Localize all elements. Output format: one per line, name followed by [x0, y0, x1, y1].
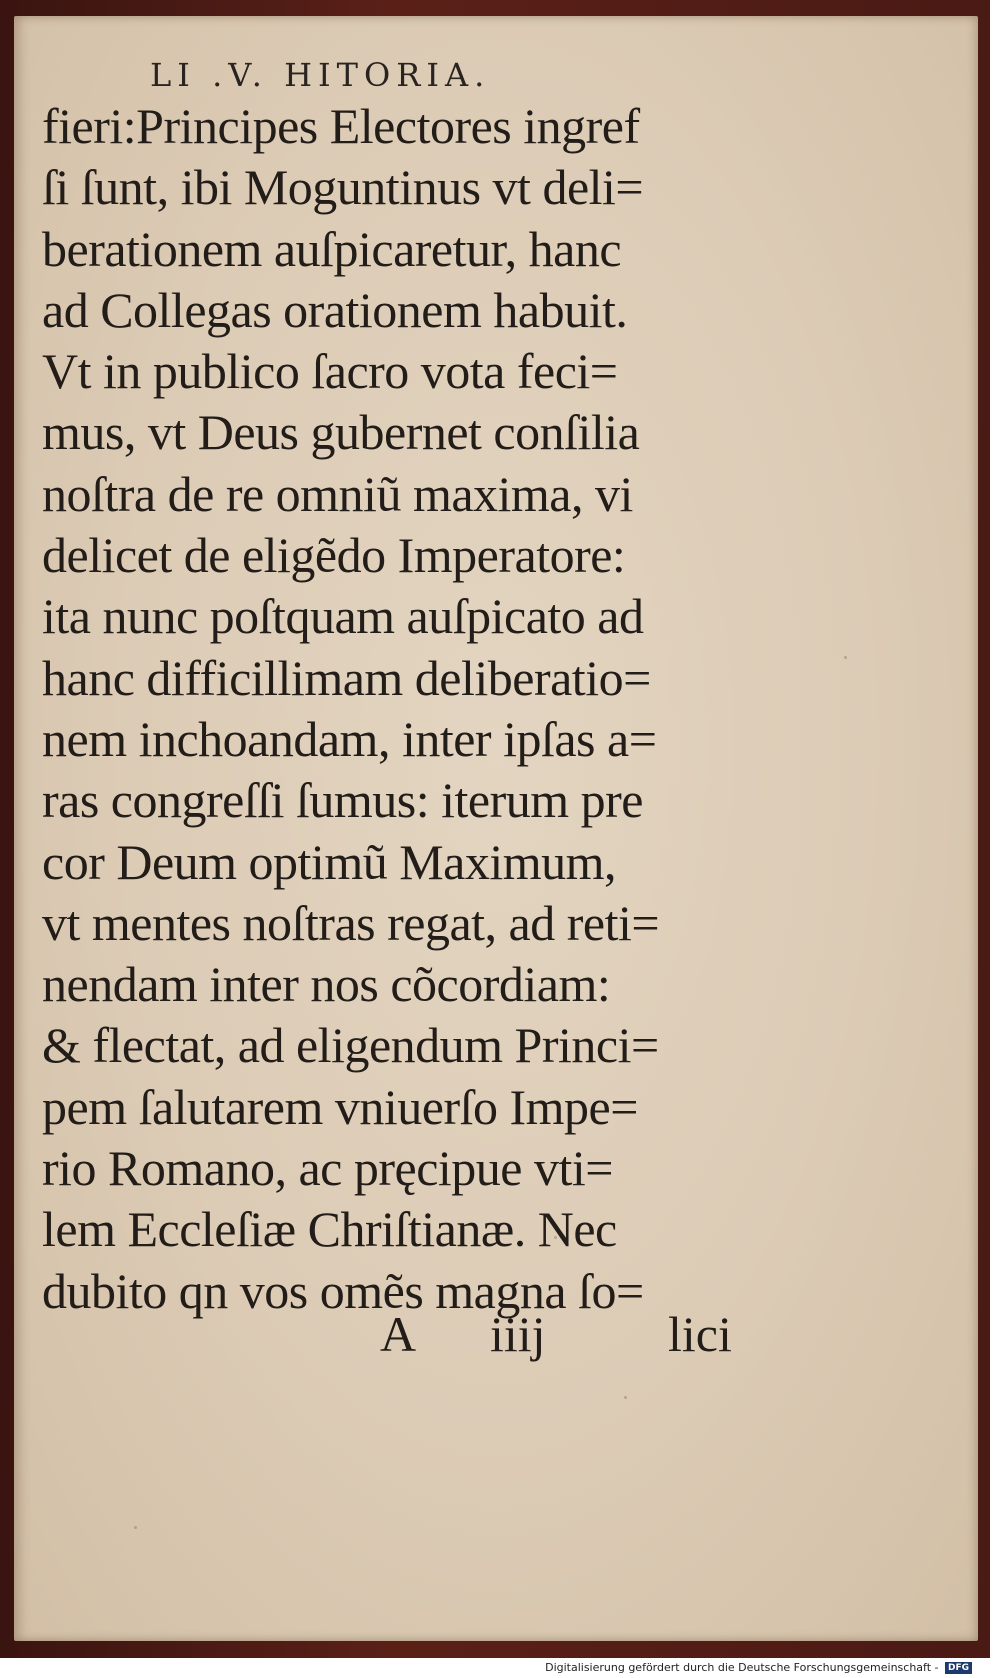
- folio-number: iiij: [490, 1306, 546, 1362]
- paper-speck: [844, 656, 847, 659]
- text-line: ras congreſſi ſumus: iterum pre: [42, 772, 644, 829]
- text-line: noſtra de re omniũ maxima, vi: [42, 465, 633, 522]
- text-line: rio Romano, ac pręcipue vti=: [42, 1140, 613, 1197]
- credit-text: Digitalisierung gefördert durch die Deutsche Forschungsgemeinschaft -: [545, 1661, 939, 1674]
- text-line: pem ſalutarem vniuerſo Impe=: [42, 1078, 638, 1135]
- running-head: LI .V. HITORIA.: [150, 56, 491, 94]
- catchword: lici: [668, 1306, 732, 1362]
- paper-speck: [134, 1526, 137, 1529]
- text-line: & flectat, ad eligendum Princi=: [42, 1017, 659, 1074]
- text-line: cor Deum optimũ Maximum,: [42, 833, 617, 890]
- text-line: nem inchoandam, inter ipſas a=: [42, 710, 657, 767]
- dfg-logo: DFG: [945, 1662, 972, 1674]
- text-line: fieri:Principes Electores ingref: [42, 98, 640, 154]
- text-line: ad Collegas orationem habuit.: [42, 281, 628, 338]
- text-line: vt mentes noſtras regat, ad reti=: [42, 894, 660, 951]
- text-line: hanc difficillimam deliberatio=: [42, 649, 651, 706]
- text-line: delicet de eligẽdo Imperatore:: [42, 527, 626, 584]
- text-line: Vt in publico ſacro vota feci=: [42, 343, 618, 400]
- body-text: [42, 96, 742, 1322]
- text-line: ſi ſunt, ibi Moguntinus vt deli=: [42, 159, 644, 216]
- paper-speck: [624, 1396, 627, 1399]
- digitization-credit: [545, 1661, 972, 1674]
- text-line: berationem auſpicaretur, hanc: [42, 220, 622, 277]
- text-line: ita nunc poſtquam auſpicato ad: [42, 588, 644, 645]
- text-line: nendam inter nos cõcordiam:: [42, 956, 611, 1013]
- signature-mark: A: [380, 1306, 417, 1362]
- text-line: lem Eccleſiæ Chriſtianæ. Nec: [42, 1201, 617, 1258]
- text-line: dubito qn vos omẽs magna ſo=: [42, 1262, 644, 1319]
- text-line: mus, vt Deus gubernet conſilia: [42, 404, 640, 461]
